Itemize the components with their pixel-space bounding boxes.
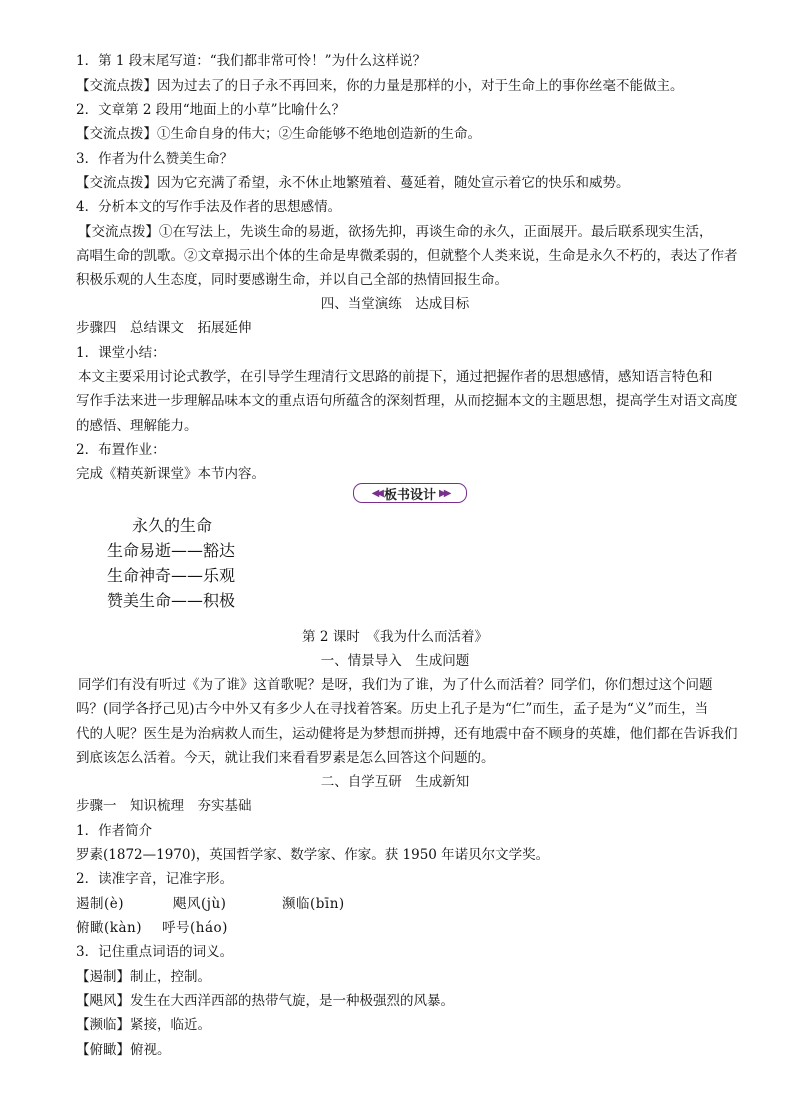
answer-4-line-2: 高唱生命的凯歌。②文章揭示出个体的生命是卑微柔弱的，但就整个人类来说，生命是永久不朽的，表达了作者	[76, 248, 738, 264]
question-3: 3．作者为什么赞美生命？	[76, 151, 234, 167]
lesson-2-title: 第 2 课时 《我为什么而活着》	[302, 629, 488, 645]
section-2-heading: 二、自学互研 生成新知	[320, 774, 470, 790]
question-4: 4．分析本文的写作手法及作者的思想感情。	[76, 199, 342, 215]
summary-line-2: 写作手法来进一步理解品味本文的重点语句所蕴含的深刻哲理，从而挖掘本文的主题思想，提高学生对语文高度	[76, 393, 738, 409]
intro-line-3: 代的人呢？医生是为治病救人而生，运动健将是为梦想而拼搏，还有地震中奋不顾身的英雄，他们都在告诉我们	[76, 726, 738, 742]
step-1-heading: 步骤一 知识梳理 夯实基础	[76, 798, 252, 814]
author-text: 罗素(1872—1970)，英国哲学家、数学家、作家。获 1950 年诺贝尔文学奖。	[76, 847, 550, 863]
intro-line-2: 吗？(同学各抒己见)古今中外又有多少人在寻找着答案。历史上孔子是为“仁”而生，孟子是为“义”而生，当	[76, 701, 709, 717]
board-design-title: 板书设计	[383, 487, 436, 503]
board-title: 永久的生命	[132, 516, 213, 535]
author-heading: 1．作者简介	[76, 823, 153, 839]
pronunciation-item-3: 濒临(bīn)	[282, 896, 345, 912]
pronunciation-item-4: 俯瞰(kàn)	[76, 920, 142, 936]
intro-line-1: 同学们有没有听过《为了谁》这首歌呢？是呀，我们为了谁，为了什么而活着？同学们，你们想过这个问题	[78, 677, 713, 693]
section-4-heading: 四、当堂演练 达成目标	[320, 296, 470, 312]
answer-4-line-1: 【交流点拨】①在写法上，先谈生命的易逝，欲扬先抑，再谈生命的永久，正面展开。最后联系现实生活，	[78, 224, 713, 240]
board-line-2: 生命神奇——乐观	[107, 566, 236, 585]
pronunciation-heading: 2．读准字音，记准字形。	[76, 871, 234, 887]
pronunciation-item-1: 遏制(è)	[76, 896, 125, 912]
pronunciation-item-5: 呼号(háo)	[162, 920, 228, 936]
summary-heading: 1．课堂小结：	[76, 345, 166, 361]
pronunciation-item-2: 飓风(jù)	[173, 896, 227, 912]
homework-text: 完成《精英新课堂》本节内容。	[76, 466, 265, 482]
double-arrow-left-icon: ◀◀	[371, 487, 381, 499]
homework-heading: 2．布置作业：	[76, 442, 166, 458]
summary-line-3: 的感悟、理解能力。	[76, 418, 198, 434]
vocabulary-item: 【飓风】发生在大西洋西部的热带气旋，是一种极强烈的风暴。	[76, 993, 454, 1009]
vocabulary-heading: 3．记住重点词语的词义。	[76, 944, 234, 960]
answer-4-line-3: 积极乐观的人生态度，同时要感谢生命，并以自己全部的热情回报生命。	[76, 272, 508, 288]
board-line-1: 生命易逝——豁达	[107, 541, 236, 560]
question-2: 2．文章第 2 段用“地面上的小草”比喻什么？	[76, 102, 346, 118]
double-arrow-right-icon: ▶▶	[439, 487, 449, 499]
answer-1: 【交流点拨】因为过去了的日子永不再回来，你的力量是那样的小，对于生命上的事你丝毫不能做主。	[76, 78, 684, 94]
step-4-heading: 步骤四 总结课文 拓展延伸	[76, 320, 252, 336]
summary-line-1: 本文主要采用讨论式教学，在引导学生理清行文思路的前提下，通过把握作者的思想感情，感知语言特色和	[78, 369, 713, 385]
section-1-heading: 一、情景导入 生成问题	[320, 653, 470, 669]
vocabulary-item: 【俯瞰】俯视。	[76, 1042, 171, 1058]
vocabulary-item: 【濒临】紧接，临近。	[76, 1017, 211, 1033]
vocabulary-item: 【遏制】制止，控制。	[76, 969, 211, 985]
answer-3: 【交流点拨】因为它充满了希望，永不休止地繁殖着、蔓延着，随处宣示着它的快乐和威势。	[76, 175, 630, 191]
question-1: 1．第 1 段末尾写道：“我们都非常可怜！”为什么这样说？	[76, 53, 427, 69]
board-line-3: 赞美生命——积极	[107, 591, 236, 610]
answer-2: 【交流点拨】①生命自身的伟大；②生命能够不绝地创造新的生命。	[76, 126, 481, 142]
intro-line-4: 到底该怎么活着。今天，就让我们来看看罗素是怎么回答这个问题的。	[76, 750, 495, 766]
board-design-banner	[353, 483, 467, 503]
